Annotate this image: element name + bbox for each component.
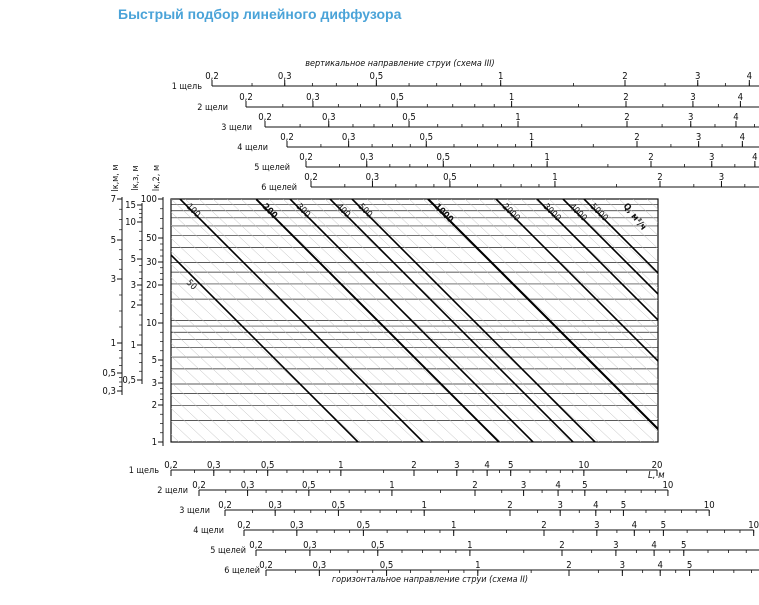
scale-tick-label: 2 [634, 132, 640, 143]
scale-tick-label: 4 [733, 112, 739, 123]
scale-tick-label: 0,3 [240, 480, 255, 491]
scale-tick-label: 0,2 [205, 71, 219, 82]
scale-tick-label: 2 [657, 172, 663, 183]
scale-tick-label: 0,2 [218, 500, 232, 511]
scale-tick-label: 0,5 [356, 520, 371, 531]
scale-tick-label: 0,2 [259, 560, 273, 571]
scale-tick-label: 0,3 [312, 560, 327, 571]
bottom-caption: горизонтальное направление струи (схема II) [331, 575, 529, 585]
scale-label: 6 щелей [261, 183, 297, 193]
scale-tick-label: 0,3 [359, 152, 374, 163]
left-axis-tick-label: 15 [125, 200, 136, 211]
scale-tick-label: 0,2 [249, 540, 263, 551]
scale-tick-label: 0,2 [237, 520, 251, 531]
left-axis-tick-label: 2 [151, 400, 157, 411]
scale-top-5 [254, 152, 759, 173]
left-axis-tick-label: 5 [130, 254, 136, 265]
scale-tick-label: 5 [582, 480, 588, 491]
scale-tick-label: 20 [651, 460, 663, 471]
left-axis-label: lк,з, м [131, 165, 141, 191]
scale-label: 4 щели [193, 526, 224, 536]
scale-bottom-6 [224, 560, 759, 576]
scale-tick-label: 0,5 [260, 460, 275, 471]
scale-label: 4 щели [237, 143, 268, 153]
scale-tick-label: 0,3 [341, 132, 356, 143]
top-scales [172, 71, 759, 193]
scale-tick-label: 2 [624, 112, 630, 123]
flow-line-label: 4000 [566, 202, 589, 224]
left-axis-tick-label: 1 [151, 437, 157, 448]
scale-top-3 [221, 112, 759, 133]
left-axis-tick-label: 0,3 [102, 386, 116, 397]
scale-tick-label: 0,5 [419, 132, 434, 143]
scale-tick-label: 2 [472, 480, 478, 491]
scale-tick-label: 0,5 [331, 500, 346, 511]
scale-tick-label: 2 [541, 520, 547, 531]
scale-label: 6 щелей [224, 566, 260, 576]
scale-tick-label: 5 [681, 540, 687, 551]
scale-tick-label: 2 [622, 71, 628, 82]
scale-tick-label: 4 [752, 152, 758, 163]
left-axis-tick-label: 100 [140, 194, 157, 205]
scale-tick-label: 0,2 [192, 480, 206, 491]
scale-tick-label: 3 [695, 132, 702, 143]
left-axis-3 [141, 165, 163, 448]
scale-top-1 [172, 71, 759, 92]
scale-tick-label: 10 [703, 500, 715, 511]
scale-tick-label: 4 [739, 132, 746, 143]
scale-tick-label: 0,3 [303, 540, 317, 551]
l-unit-label: L, м [648, 470, 665, 481]
left-axes [102, 164, 163, 448]
scale-tick-label: 0,5 [379, 560, 394, 571]
scale-tick-label: 0,3 [321, 112, 336, 123]
scale-tick-label: 1 [544, 152, 550, 163]
left-axis-tick-label: 3 [110, 274, 116, 285]
left-axis-tick-label: 30 [146, 257, 157, 268]
scale-tick-label: 1 [421, 500, 427, 511]
scale-tick-label: 0,5 [302, 480, 316, 491]
flow-line-label: 500 [355, 202, 374, 221]
scale-tick-label: 4 [593, 500, 599, 511]
scale-tick-label: 1 [552, 172, 558, 183]
scale-tick-label: 1 [497, 71, 504, 82]
scale-tick-label: 2 [507, 500, 513, 511]
scale-tick-label: 1 [528, 132, 535, 143]
scale-tick-label: 4 [484, 460, 490, 471]
left-axis-tick-label: 0,5 [122, 375, 136, 386]
scale-tick-label: 2 [623, 92, 629, 103]
scale-tick-label: 1 [508, 92, 515, 103]
scale-tick-label: 0,5 [443, 172, 457, 183]
scale-tick-label: 0,2 [258, 112, 272, 123]
scale-tick-label: 2 [566, 560, 572, 571]
left-axis-tick-label: 7 [110, 194, 116, 205]
left-axis-label: lк,м, м [111, 164, 121, 192]
scale-tick-label: 0,5 [369, 71, 384, 82]
scale-tick-label: 1 [389, 480, 395, 491]
flow-line-label: 400 [333, 202, 352, 221]
scale-tick-label: 0,3 [290, 520, 304, 531]
left-axis-tick-label: 10 [146, 318, 157, 329]
scale-tick-label: 1 [515, 112, 521, 123]
flow-line-label: 5000 [587, 202, 610, 224]
scale-bottom-3 [179, 500, 714, 516]
scale-label: 2 щели [197, 103, 228, 113]
scale-tick-label: 3 [688, 112, 694, 123]
scale-tick-label: 4 [631, 520, 638, 531]
left-axis-tick-label: 5 [110, 235, 116, 246]
scale-label: 5 щелей [210, 546, 246, 556]
flow-line-label: 200 [259, 202, 279, 222]
scale-tick-label: 3 [520, 480, 527, 491]
left-axis-tick-label: 1 [130, 340, 136, 351]
scale-tick-label: 3 [454, 460, 460, 471]
scale-tick-label: 0,2 [304, 172, 318, 183]
scale-tick-label: 4 [746, 71, 753, 82]
left-axis-label: lк,2, м [152, 164, 162, 192]
left-axis-tick-label: 0,5 [102, 368, 116, 379]
scale-tick-label: 0,3 [277, 71, 292, 82]
scale-tick-label: 4 [555, 480, 561, 491]
scale-tick-label: 10 [748, 520, 759, 531]
scale-label: 2 щели [157, 486, 188, 496]
left-axis-tick-label: 5 [151, 355, 157, 366]
scale-tick-label: 2 [411, 460, 417, 471]
scale-label: 5 щелей [254, 163, 290, 173]
scale-tick-label: 3 [619, 560, 626, 571]
scale-tick-label: 0,5 [370, 540, 385, 551]
scale-tick-label: 3 [690, 92, 696, 103]
flow-line-label: 2000 [499, 202, 522, 224]
scale-tick-label: 10 [662, 480, 674, 491]
left-axis-2 [122, 165, 142, 386]
scale-tick-label: 1 [450, 520, 457, 531]
flow-line-label: 1000 [431, 202, 455, 226]
scale-bottom-1 [129, 460, 663, 476]
q-label: Q, м³/ч [620, 201, 648, 233]
top-caption: вертикальное направление струи (схема III) [305, 59, 495, 69]
flow-line-label: 300 [293, 202, 312, 221]
scale-top-4 [237, 132, 759, 153]
scale-tick-label: 0,2 [239, 92, 253, 103]
scale-tick-label: 5 [660, 520, 667, 531]
scale-tick-label: 5 [686, 560, 693, 571]
scale-tick-label: 4 [651, 540, 657, 551]
scale-tick-label: 0,3 [206, 460, 221, 471]
left-axis-tick-label: 10 [125, 217, 136, 228]
horizontal-grid [171, 205, 658, 421]
scale-tick-label: 0,3 [306, 92, 320, 103]
scale-top-6 [261, 172, 759, 193]
scale-bottom-4 [193, 520, 759, 536]
scale-tick-label: 0,3 [365, 172, 380, 183]
left-axis-tick-label: 1 [110, 338, 116, 349]
scale-tick-label: 0,5 [402, 112, 416, 123]
scale-tick-label: 4 [737, 92, 744, 103]
scale-tick-label: 3 [557, 500, 563, 511]
scale-label: 3 щели [179, 506, 210, 516]
scale-tick-label: 0,2 [164, 460, 178, 471]
left-axis-tick-label: 2 [130, 300, 136, 311]
left-axis-tick-label: 20 [146, 280, 157, 291]
left-axis-tick-label: 3 [130, 280, 136, 291]
scale-tick-label: 0,3 [268, 500, 282, 511]
scale-top-2 [197, 92, 759, 113]
scale-bottom-5 [210, 540, 759, 556]
scale-tick-label: 2 [648, 152, 654, 163]
scale-tick-label: 3 [695, 71, 701, 82]
scale-tick-label: 3 [594, 520, 600, 531]
scale-tick-label: 10 [578, 460, 590, 471]
scale-tick-label: 3 [613, 540, 619, 551]
scale-tick-label: 1 [338, 460, 344, 471]
flow-line-label: 3000 [540, 202, 563, 224]
left-axis-1 [102, 164, 122, 397]
scale-label: 1 щель [171, 82, 202, 92]
scale-label: 3 щели [221, 123, 252, 133]
flow-line-label: 100 [183, 202, 202, 221]
scale-tick-label: 2 [559, 540, 565, 551]
scale-tick-label: 0,5 [436, 152, 451, 163]
scale-tick-label: 1 [467, 540, 473, 551]
scale-tick-label: 1 [475, 560, 481, 571]
scale-bottom-2 [157, 480, 673, 496]
left-axis-tick-label: 3 [151, 378, 157, 389]
scale-label: 1 щель [128, 466, 159, 476]
scale-tick-label: 0,2 [280, 132, 294, 143]
scale-tick-label: 5 [620, 500, 627, 511]
page-title: Быстрый подбор линейного диффузора [118, 6, 402, 22]
scale-tick-label: 0,2 [299, 152, 313, 163]
left-axis-tick-label: 50 [146, 233, 157, 244]
scale-tick-label: 3 [709, 152, 715, 163]
scale-tick-label: 5 [507, 460, 514, 471]
scale-tick-label: 3 [718, 172, 725, 183]
flow-line-label: 50 [183, 278, 199, 293]
scale-tick-label: 0,5 [390, 92, 405, 103]
scale-tick-label: 4 [657, 560, 663, 571]
